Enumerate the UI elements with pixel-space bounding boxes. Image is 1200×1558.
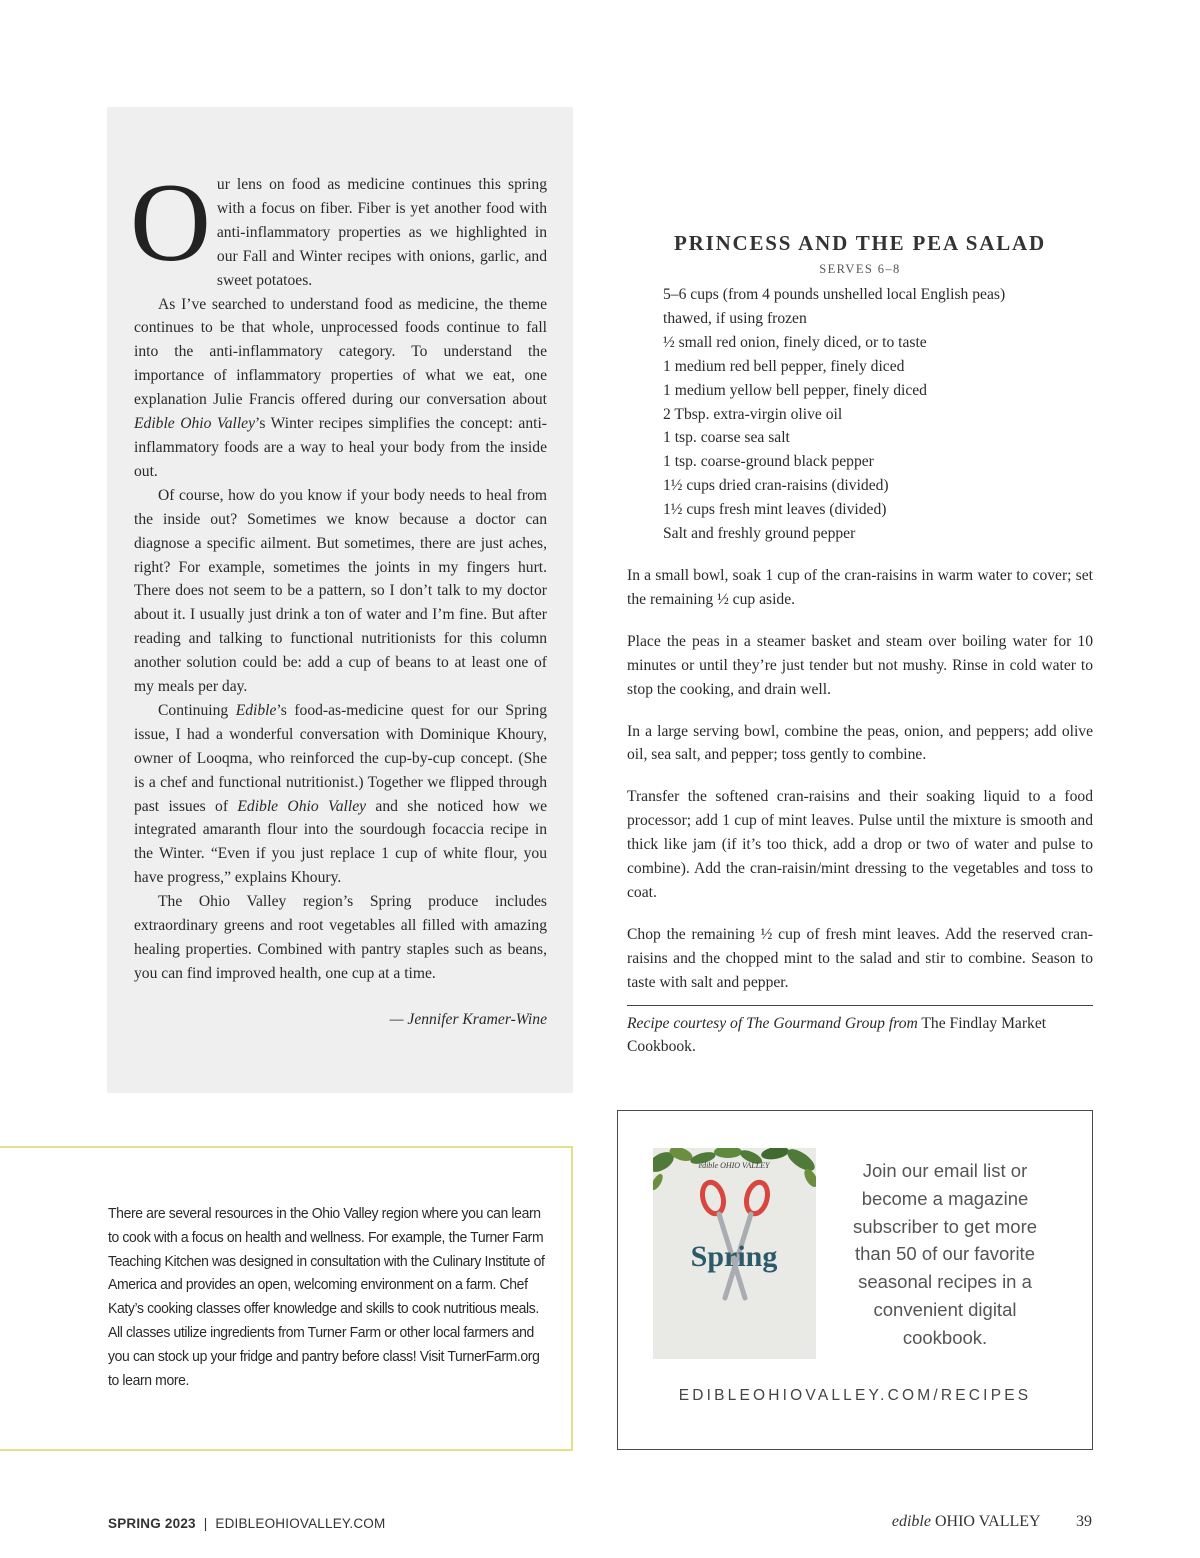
credit-book: The Findlay Market Cookbook. bbox=[627, 1014, 1047, 1056]
recipe-step: In a large serving bowl, combine the peas, onion, and peppers; add olive oil, sea salt, and pepper; toss gently to combine. bbox=[627, 722, 1093, 764]
essay-paragraph-5: The Ohio Valley region’s Spring produce includes extraordinary greens and root vegetables all filled with amazing healing properties. Combined with pantry staples such as beans, you can find improved health, one cup at a time. bbox=[134, 893, 547, 982]
recipe-credit bbox=[627, 1012, 1093, 1060]
site-url[interactable]: EDIBLEOHIOVALLEY.COM bbox=[215, 1516, 386, 1531]
footer-left bbox=[108, 1516, 385, 1531]
cookbook-promo bbox=[617, 1110, 1093, 1450]
promo-text: Join our email list or become a magazine subscriber to get more than 50 of our favorite seasonal recipes in a convenient digital cookbook. bbox=[852, 1160, 1038, 1348]
drop-cap: O bbox=[130, 161, 211, 285]
publication-name: Edible bbox=[235, 701, 277, 719]
essay-paragraph-1 bbox=[130, 161, 547, 293]
essay-text: ur lens on food as medicine continues this spring with a focus on fiber. Fiber is yet another food with anti-inflammatory properties as we highlighted in our Fall and Winter recipes with onions, garlic, and sweet potatoes. bbox=[216, 176, 547, 289]
publication-name: Edible Ohio Valley bbox=[237, 797, 367, 815]
ingredient-item: Salt and freshly ground pepper bbox=[663, 525, 856, 543]
author-signature: — Jennifer Kramer-Wine bbox=[389, 1011, 547, 1028]
ingredient-item: thawed, if using frozen bbox=[663, 309, 807, 327]
recipes-link[interactable]: EDIBLEOHIOVALLEY.COM/RECIPES bbox=[678, 1387, 1032, 1404]
ingredient-item: 1 medium yellow bell pepper, finely diced bbox=[663, 381, 927, 399]
cover-title: Spring bbox=[690, 1240, 778, 1273]
page-number: 39 bbox=[1076, 1513, 1092, 1530]
ingredient-item: 1 tsp. coarse-ground black pepper bbox=[663, 453, 874, 471]
recipe-step: Place the peas in a steamer basket and steam over boiling water for 10 minutes or until they’re just tender but not mushy. Rinse in cold water to stop the cooking, and drain well. bbox=[627, 632, 1093, 698]
ingredient-list bbox=[627, 283, 1093, 546]
cover-brand: edible OHIO VALLEY bbox=[698, 1161, 770, 1170]
essay-paragraph-2 bbox=[134, 293, 547, 484]
recipe-title: PRINCESS AND THE PEA SALAD bbox=[674, 231, 1046, 255]
essay-text: Continuing bbox=[158, 701, 236, 719]
recipe-step: Transfer the softened cran-raisins and their soaking liquid to a food processor; add 1 cup of mint leaves. Pulse until the mixture is smooth and thick like jam (if it’s too thick, add a drop or two of water and pulse to combine). Add the cran-raisin/mint dressing to the vegetables and toss to coat. bbox=[627, 788, 1093, 901]
ingredient-item: 1 medium red bell pepper, finely diced bbox=[663, 357, 905, 375]
recipe-servings: SERVES 6–8 bbox=[819, 262, 901, 276]
footer-right bbox=[892, 1513, 1092, 1531]
credit-source: Recipe courtesy of The Gourmand Group from bbox=[627, 1014, 918, 1032]
brand-ohio-valley: OHIO VALLEY bbox=[934, 1513, 1040, 1530]
resources-text: There are several resources in the Ohio Valley region where you can learn to cook with a focus on health and wellness. For example, the Turner Farm Teaching Kitchen was designed in consultation with the Culinary Institute of America and provides an open, welcoming environment on a farm. Chef Katy’s cooking classes offer knowledge and skills to cook nutritious meals. All classes utilize ingredients from Turner Farm or other local farmers and you can stock up your fridge and pantry before class! Visit TurnerFarm.org to learn more. bbox=[108, 1205, 545, 1389]
ingredient-item: 1½ cups dried cran-raisins (divided) bbox=[663, 477, 889, 495]
essay-text: ’s food-as-medicine quest for our Spring issue, I had a wonderful conversation with Dominique Khoury, owner of Looqma, who reinforced the cup-by-cup concept. (She is a chef and functional nutritionist.) Together we flipped through past issues of bbox=[134, 701, 547, 815]
brand-edible: edible bbox=[891, 1513, 931, 1530]
recipe-step: Chop the remaining ½ cup of fresh mint leaves. Add the reserved cran-raisins and the chopped mint to the salad and stir to combine. Season to taste with salt and pepper. bbox=[627, 925, 1093, 991]
recipe-step: In a small bowl, soak 1 cup of the cran-raisins in warm water to cover; set the remaining ½ cup aside. bbox=[627, 566, 1093, 608]
essay-text: ’s Winter recipes simplifies the concept: anti-inflammatory foods are a way to heal your body from the inside out. bbox=[134, 415, 547, 480]
ingredient-item: ½ small red onion, finely diced, or to taste bbox=[663, 333, 927, 351]
publication-name: Edible Ohio Valley bbox=[134, 415, 256, 433]
essay-sidebar bbox=[107, 107, 573, 1093]
ingredient-item: 1 tsp. coarse sea salt bbox=[663, 429, 790, 447]
cover-illustration bbox=[653, 1148, 816, 1359]
ingredient-item: 5–6 cups (from 4 pounds unshelled local English peas) bbox=[663, 286, 1006, 303]
divider bbox=[627, 1005, 1093, 1006]
ingredient-item: 1½ cups fresh mint leaves (divided) bbox=[663, 501, 887, 519]
cookbook-cover-image[interactable] bbox=[653, 1148, 816, 1359]
recipe bbox=[627, 228, 1093, 1059]
essay-text: As I’ve searched to understand food as medicine, the theme continues to be that whole, unprocessed foods continue to fall into the anti-inflammatory category. To understand the importance of inflammatory properties of what we eat, one explanation Julie Francis offered during our conversation about bbox=[134, 295, 547, 409]
ingredient-item: 2 Tbsp. extra-virgin olive oil bbox=[663, 405, 843, 423]
resources-box bbox=[0, 1146, 573, 1451]
footer-separator: | bbox=[203, 1516, 208, 1531]
essay-paragraph-3: Of course, how do you know if your body needs to heal from the inside out? Sometimes we know because a doctor can diagnose a specific ailment. But sometimes, there are just aches, right? For example, sometimes the joints in my fingers hurt. There does not seem to be a pattern, so I don’t talk to my doctor about it. I usually just drink a ton of water and I’m fine. But after reading and talking to functional nutritionists for this column another solution could be: add a cup of beans to at least one of my meals per day. bbox=[134, 486, 547, 696]
essay-text: and she noticed how we integrated amaranth flour into the sourdough focaccia recipe in the Winter. “Even if you just replace 1 cup of white flour, you have progress,” explains Khoury. bbox=[134, 797, 547, 887]
essay-paragraph-4 bbox=[134, 699, 547, 890]
issue-label: SPRING 2023 bbox=[108, 1516, 196, 1531]
recipe-steps bbox=[627, 564, 1093, 995]
